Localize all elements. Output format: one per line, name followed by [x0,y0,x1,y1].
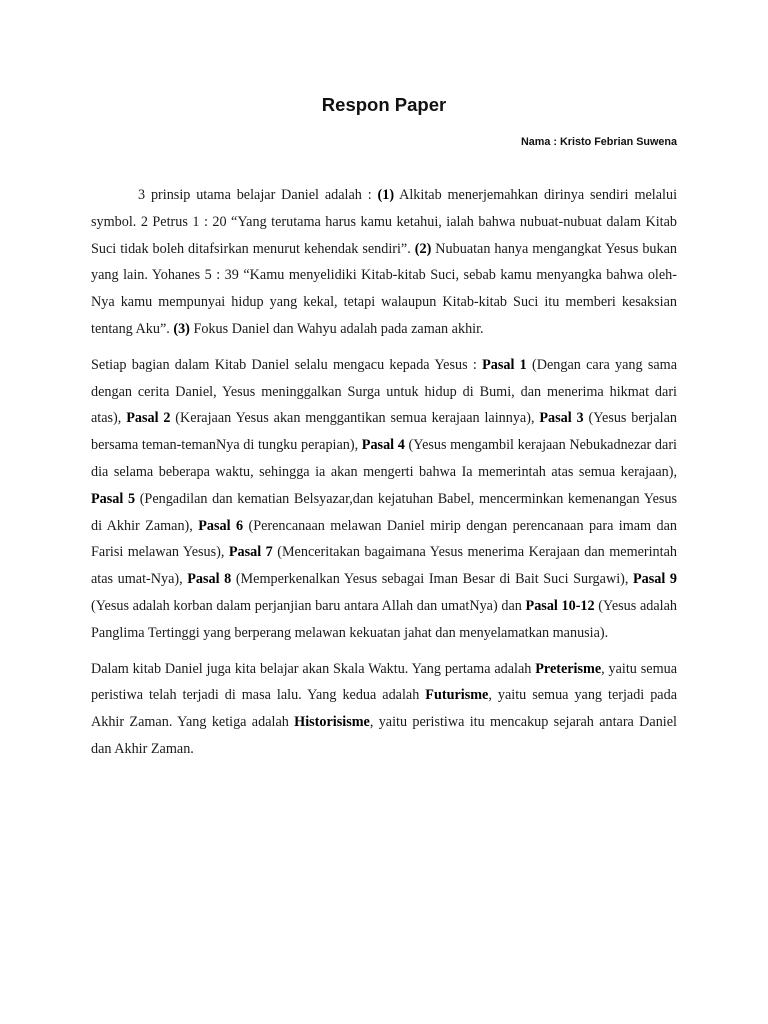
text-run: (Perencanaan melawan Daniel mirip dengan perencanaan para imam dan Farisi melawan Yesus), [91,517,677,561]
text-run: (Yesus berjalan bersama teman-temanNya di tungku perapian), [91,410,677,454]
bold-term: (3) [173,320,190,337]
text-run: Nubuatan hanya mengangkat Yesus bukan yang lain. Yohanes 5 : 39 “Kamu menyelidiki Kitab-kitab Suci, sebab kamu menyangka bahwa oleh-Nya kamu mempunyai hidup yang kekal, tetapi walaupun Kitab-kitab Suci itu memberi kesaksian tentang Aku”. [91,240,677,337]
bold-term: Preterisme [535,660,602,677]
text-run: (Yesus mengambil kerajaan Nebukadnezar dari dia selama beberapa waktu, sehingga ia akan mengerti bahwa Ia memerintah atas semua kerajaan), [91,437,677,480]
text-run: , yaitu semua yang terjadi pada Akhir Zaman. Yang ketiga adalah [91,687,677,731]
paragraph-chapters [91,352,677,647]
text-run: (Yesus adalah korban dalam perjanjian baru antara Allah dan umatNya) dan [91,597,526,614]
text-run: Dalam kitab Daniel juga kita belajar akan Skala Waktu. Yang pertama adalah [91,660,536,677]
bold-term: Pasal 9 [633,571,677,588]
bold-term: (1) [377,187,395,203]
paragraph-principles [91,182,677,343]
bold-term: Pasal 4 [361,437,405,454]
bold-term: Pasal 10-12 [525,597,595,614]
text-run: Setiap bagian dalam Kitab Daniel selalu mengacu kepada Yesus : [91,356,483,373]
bold-term: Pasal 7 [228,544,273,561]
text-run: (Yesus adalah Panglima Tertinggi yang berperang melawan kekuatan jahat dan menyelamatkan manusia). [91,597,677,641]
document-body [91,182,677,772]
text-run: , yaitu peristiwa itu mencakup sejarah antara Daniel dan Akhir Zaman. [91,714,677,757]
bold-term: Historisisme [294,714,370,731]
bold-term: Pasal 2 [126,410,171,427]
bold-term: (2) [414,240,432,257]
text-run: Fokus Daniel dan Wahyu adalah pada zaman akhir. [189,320,484,337]
text-run: Alkitab menerjemahkan dirinya sendiri melalui symbol. 2 Petrus 1 : 20 “Yang terutama harus kamu ketahui, ialah bahwa nubuat-nubuat dalam Kitab Suci tidak boleh ditafsirkan menurut kehendak sendiri”. [91,187,678,257]
bold-term: Pasal 1 [482,356,527,373]
text-run: , yaitu semua peristiwa telah terjadi di masa lalu. Yang kedua adalah [91,660,677,704]
page-title: Respon Paper [321,94,447,115]
text-run: (Pengadilan dan kematian Belsyazar,dan kejatuhan Babel, mencerminkan kemenangan Yesus di Akhir Zaman), [91,490,677,534]
paragraph-timescale [91,656,677,763]
text-run: (Memperkenalkan Yesus sebagai Iman Besar di Bait Suci Surgawi), [231,571,633,588]
text-run: 3 prinsip utama belajar Daniel adalah : [138,187,378,203]
text-run: (Menceritakan bagaimana Yesus menerima Kerajaan dan memerintah atas umat-Nya), [91,544,677,588]
bold-term: Pasal 8 [187,571,232,588]
text-run: (Dengan cara yang sama dengan cerita Daniel, Yesus meninggalkan Surga untuk hidup di Bumi, dan menerima hikmat dari atas), [91,356,677,427]
text-run: (Kerajaan Yesus akan menggantikan semua kerajaan lainnya), [170,410,540,427]
bold-term: Pasal 3 [539,410,584,427]
bold-term: Pasal 5 [91,490,136,507]
author-name: Nama : Kristo Febrian Suwena [521,136,677,148]
bold-term: Pasal 6 [198,517,244,534]
bold-term: Futurisme [425,687,489,704]
